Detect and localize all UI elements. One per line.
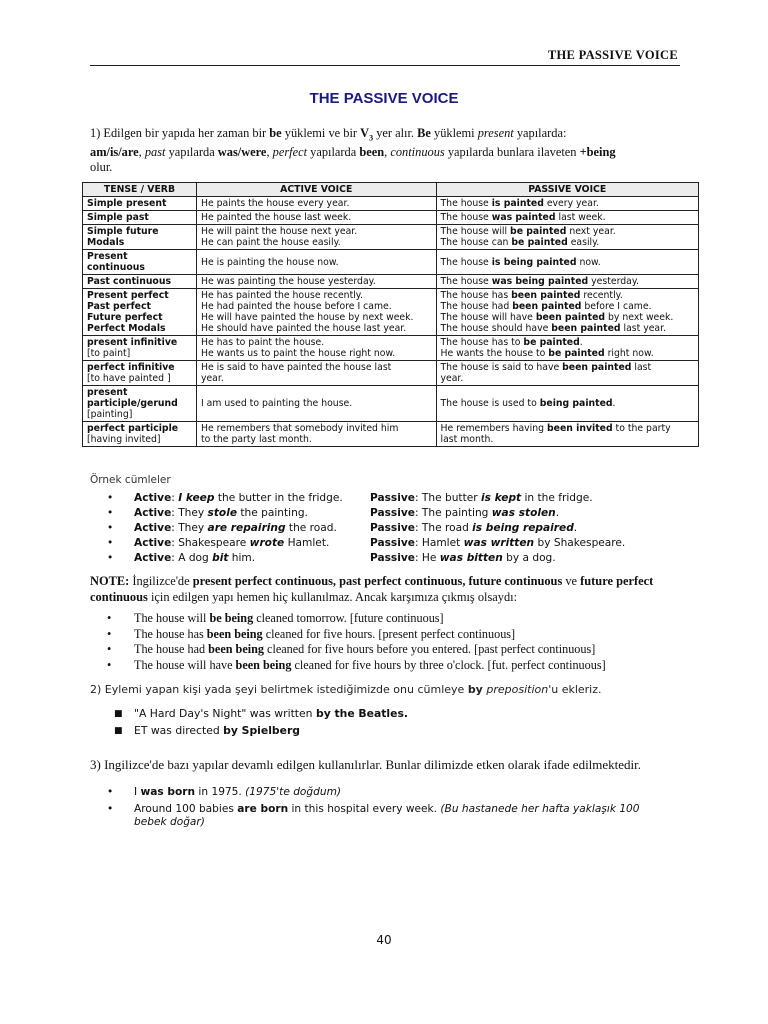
tense-line: Simple present bbox=[87, 198, 167, 209]
intro-text: yer alır. bbox=[373, 126, 418, 140]
active-label: Active bbox=[134, 552, 172, 564]
intro-bold: am/is/are bbox=[90, 145, 139, 160]
passive-text: The house bbox=[440, 198, 492, 209]
example-text: Hamlet. bbox=[284, 537, 330, 549]
example-verb bbox=[212, 552, 228, 564]
bullet-icon: • bbox=[107, 642, 112, 657]
active-cell bbox=[196, 361, 436, 386]
active-label: Active bbox=[134, 537, 172, 549]
intro-text: yapılarda bbox=[165, 145, 218, 160]
passive-line bbox=[441, 301, 695, 312]
square-bullet-icon: ■ bbox=[114, 709, 123, 719]
tense-line: Simple future bbox=[87, 226, 159, 237]
sec3-item-bold: are born bbox=[237, 802, 289, 815]
example-text: : The road bbox=[414, 522, 473, 534]
note-item-text: cleaned for five hours before you entered. [past perfect continuous] bbox=[264, 642, 596, 657]
sec2-bold: by bbox=[467, 683, 483, 696]
example-text: : A dog bbox=[171, 552, 213, 564]
sec2-item bbox=[112, 706, 408, 723]
example-passive bbox=[370, 521, 577, 536]
intro-text: yüklemi ve bir bbox=[281, 126, 361, 140]
passive-verb: was being painted bbox=[491, 276, 589, 287]
bullet-icon: • bbox=[107, 786, 114, 798]
example-verb-text: was written bbox=[463, 537, 535, 549]
passive-text: The house has to bbox=[440, 337, 524, 348]
tense-table bbox=[82, 182, 699, 447]
sec2-item bbox=[112, 723, 408, 740]
tense-line: Past perfect bbox=[87, 301, 151, 312]
intro-text: , bbox=[138, 145, 145, 160]
passive-text: right now. bbox=[604, 348, 654, 359]
tense-line: Present bbox=[87, 251, 128, 262]
passive-label: Passive bbox=[370, 522, 415, 534]
example-verb-text: was bitten bbox=[439, 552, 503, 564]
example-passive bbox=[370, 551, 556, 566]
table-row bbox=[83, 211, 699, 225]
tense-line: Past continuous bbox=[87, 276, 171, 287]
example-text: : Shakespeare bbox=[171, 537, 250, 549]
note-item-bold: been being bbox=[235, 658, 292, 673]
example-passive bbox=[370, 536, 625, 551]
passive-verb: been painted bbox=[511, 290, 581, 301]
passive-cell bbox=[436, 336, 699, 361]
intro-text: yapılarda bunlara ilaveten bbox=[444, 145, 580, 160]
passive-text: The house will bbox=[440, 226, 511, 237]
example-passive bbox=[370, 491, 593, 506]
passive-text: He wants the house to bbox=[440, 348, 549, 359]
intro-bold: been bbox=[359, 145, 385, 160]
passive-label: Passive bbox=[370, 537, 415, 549]
passive-label: Passive bbox=[370, 507, 415, 519]
bullet-icon: • bbox=[107, 611, 112, 625]
table-row bbox=[83, 197, 699, 211]
passive-line bbox=[441, 237, 695, 248]
active-line: He has painted the house recently. bbox=[200, 290, 363, 301]
active-cell bbox=[196, 289, 436, 336]
example-verb-text: stole bbox=[207, 507, 238, 519]
passive-cell bbox=[436, 225, 699, 250]
passive-text: recently. bbox=[580, 290, 623, 301]
tense-line: Perfect Modals bbox=[87, 323, 166, 334]
active-line: He will have painted the house by next week. bbox=[200, 312, 414, 323]
passive-cell bbox=[436, 289, 699, 336]
passive-line bbox=[441, 362, 695, 373]
table-header-row bbox=[83, 183, 699, 197]
passive-line bbox=[441, 276, 695, 287]
square-bullet-icon: ■ bbox=[114, 725, 123, 736]
intro-italic: continuous bbox=[390, 145, 445, 160]
passive-text: The house can bbox=[440, 237, 512, 248]
example-text: : Hamlet bbox=[414, 537, 464, 549]
intro-text: yapılarda bbox=[307, 145, 360, 160]
passive-verb: was painted bbox=[491, 212, 556, 223]
passive-text: last week. bbox=[555, 212, 606, 223]
passive-verb: been painted bbox=[512, 301, 582, 312]
intro-text: , bbox=[266, 145, 273, 160]
tense-cell bbox=[83, 289, 197, 336]
passive-line bbox=[441, 398, 695, 409]
active-label: Active bbox=[134, 492, 172, 504]
example-verb-text: I keep bbox=[178, 492, 215, 504]
section-3-text: 3) Ingilizce'de bazı yapılar devamlı edilgen kullanılırlar. Bunlar dilimizde etken olarak ifade edilmektedir. bbox=[90, 757, 642, 772]
active-line: He should have painted the house last year. bbox=[200, 323, 407, 334]
sec2-item-bold: by the Beatles. bbox=[315, 707, 408, 720]
passive-line bbox=[441, 348, 695, 359]
tense-line: [to paint] bbox=[87, 348, 131, 359]
note-item-text: cleaned for five hours by three o'clock. [fut. perfect continuous] bbox=[291, 658, 606, 673]
passive-line bbox=[441, 226, 695, 237]
example-text: in the fridge. bbox=[521, 492, 593, 504]
example-verb bbox=[492, 507, 556, 519]
active-line: He remembers that somebody invited him bbox=[200, 423, 399, 434]
intro-bold: be bbox=[269, 126, 282, 140]
intro-bold: Be bbox=[417, 126, 431, 140]
sec2-item-text: ET was directed bbox=[134, 723, 224, 737]
active-cell bbox=[196, 336, 436, 361]
tense-cell bbox=[83, 197, 197, 211]
tense-line: present bbox=[87, 387, 128, 398]
example-verb bbox=[481, 492, 521, 504]
intro-italic: present bbox=[477, 126, 514, 140]
sec3-item bbox=[107, 786, 670, 802]
header-tense: TENSE / VERB bbox=[83, 183, 197, 197]
example-verb bbox=[208, 507, 237, 519]
active-line: He is painting the house now. bbox=[200, 256, 339, 268]
active-line: He had painted the house before I came. bbox=[200, 301, 392, 312]
note-paragraph bbox=[90, 573, 686, 605]
note-item-bold: been being bbox=[206, 626, 263, 641]
intro-text: , bbox=[384, 145, 391, 160]
sec2-item-bold: by Spielberg bbox=[223, 723, 301, 737]
tense-cell bbox=[83, 361, 197, 386]
table-row bbox=[83, 386, 699, 422]
intro-bold: +being bbox=[579, 145, 616, 160]
tense-line: Modals bbox=[87, 237, 125, 248]
intro-bold: was/were bbox=[217, 145, 267, 160]
example-text: . bbox=[555, 507, 560, 519]
tense-line: perfect infinitive bbox=[87, 362, 175, 373]
passive-cell bbox=[436, 422, 699, 447]
table-row bbox=[83, 289, 699, 336]
bullet-icon: • bbox=[107, 537, 114, 549]
active-cell bbox=[196, 250, 436, 275]
passive-verb: be painted bbox=[510, 226, 567, 237]
passive-text: . bbox=[612, 398, 616, 409]
active-line: to the party last month. bbox=[200, 434, 312, 445]
passive-text: The house will have bbox=[440, 312, 536, 323]
bullet-icon: • bbox=[107, 802, 114, 815]
note-item-text: The house will bbox=[134, 611, 210, 625]
passive-text: year. bbox=[440, 373, 464, 384]
passive-text: The house bbox=[440, 256, 492, 268]
tense-line: participle/gerund bbox=[87, 398, 178, 409]
passive-text: last bbox=[631, 362, 652, 373]
intro-v: V bbox=[360, 126, 370, 140]
passive-text: He remembers having bbox=[440, 423, 548, 434]
active-cell bbox=[196, 197, 436, 211]
note-item-text: The house had bbox=[134, 642, 209, 657]
examples-heading: Örnek cümleler bbox=[90, 474, 171, 486]
passive-text: The house should have bbox=[440, 323, 552, 334]
passive-text: The house is used to bbox=[440, 398, 540, 409]
passive-line bbox=[441, 212, 695, 223]
passive-verb: being painted bbox=[539, 398, 613, 409]
sec3-item-text: I bbox=[134, 786, 141, 798]
note-item bbox=[107, 626, 606, 643]
tense-cell bbox=[83, 250, 197, 275]
active-line: I am used to painting the house. bbox=[200, 398, 353, 409]
sec3-item-text: Around 100 babies bbox=[134, 802, 238, 815]
passive-verb: be painted bbox=[548, 348, 605, 359]
active-line: He has to paint the house. bbox=[200, 337, 325, 348]
intro-text: yapılarda: bbox=[513, 126, 567, 140]
active-line: He is said to have painted the house last bbox=[200, 362, 392, 373]
example-verb bbox=[178, 492, 214, 504]
table-row bbox=[83, 361, 699, 386]
note-item bbox=[107, 642, 606, 658]
passive-text: yesterday. bbox=[588, 276, 639, 287]
example-active bbox=[134, 506, 308, 521]
table-row bbox=[83, 225, 699, 250]
example-active bbox=[134, 551, 255, 566]
tense-line: Present perfect bbox=[87, 290, 169, 301]
example-text: : The painting bbox=[414, 507, 492, 519]
active-cell bbox=[196, 275, 436, 289]
tense-line: Future perfect bbox=[87, 312, 163, 323]
example-text: . bbox=[573, 522, 578, 534]
intro-text: 1) Edilgen bir yapıda her zaman bir bbox=[90, 126, 270, 140]
page-number: 40 bbox=[376, 933, 392, 947]
active-cell bbox=[196, 211, 436, 225]
running-header: THE PASSIVE VOICE bbox=[547, 48, 678, 62]
example-verb-text: wrote bbox=[249, 537, 285, 549]
passive-line bbox=[441, 434, 695, 445]
table-row bbox=[83, 336, 699, 361]
example-verb-text: are repairing bbox=[207, 522, 286, 534]
intro-italic: past bbox=[144, 145, 166, 160]
note-list bbox=[107, 611, 606, 674]
passive-text: easily. bbox=[567, 237, 600, 248]
note-item bbox=[107, 658, 606, 674]
sec2-item-text: "A Hard Day's Night" was written bbox=[134, 707, 316, 720]
passive-cell bbox=[436, 361, 699, 386]
active-line: He paints the house every year. bbox=[200, 198, 350, 209]
tense-cell bbox=[83, 275, 197, 289]
passive-text: next year. bbox=[566, 226, 616, 237]
example-active bbox=[134, 521, 337, 536]
passive-label: Passive bbox=[370, 492, 415, 504]
sec3-item-bold: was born bbox=[140, 786, 196, 798]
passive-text: before I came. bbox=[581, 301, 652, 312]
example-verb bbox=[464, 537, 534, 549]
note-text: İngilizce'de bbox=[129, 574, 193, 588]
passive-text: The house bbox=[440, 276, 492, 287]
note-item-text: The house has bbox=[134, 626, 207, 641]
sec3-item bbox=[107, 802, 670, 829]
active-label: Active bbox=[134, 522, 172, 534]
active-cell bbox=[196, 225, 436, 250]
section-2-text bbox=[90, 683, 602, 696]
active-line: He painted the house last week. bbox=[200, 212, 352, 223]
example-verb-text: was stolen bbox=[491, 507, 556, 519]
intro-italic: perfect bbox=[272, 145, 308, 160]
tense-line: present infinitive bbox=[87, 337, 178, 348]
active-cell bbox=[196, 422, 436, 447]
bullet-icon: • bbox=[107, 492, 114, 504]
passive-label: Passive bbox=[370, 552, 415, 564]
example-text: : He bbox=[414, 552, 440, 564]
tense-line: continuous bbox=[87, 262, 145, 273]
passive-cell bbox=[436, 197, 699, 211]
passive-cell bbox=[436, 211, 699, 225]
tense-cell bbox=[83, 422, 197, 447]
sec3-item-text: in this hospital every week. bbox=[288, 802, 441, 815]
passive-text: The house is said to have bbox=[440, 362, 563, 373]
passive-text: . bbox=[579, 337, 583, 348]
header-rule bbox=[90, 65, 680, 66]
intro-bold bbox=[360, 126, 374, 143]
passive-verb: is painted bbox=[491, 198, 544, 209]
page-title: THE PASSIVE VOICE bbox=[309, 90, 459, 107]
passive-line bbox=[441, 423, 695, 434]
example-text: : The butter bbox=[414, 492, 481, 504]
example-text: : bbox=[171, 492, 179, 504]
tense-cell bbox=[83, 336, 197, 361]
bullet-icon: • bbox=[107, 522, 114, 534]
active-line: He can paint the house easily. bbox=[200, 237, 341, 248]
passive-cell bbox=[436, 386, 699, 422]
passive-text: last month. bbox=[440, 434, 494, 445]
note-item-text: The house will have bbox=[134, 658, 236, 673]
tense-line: [painting] bbox=[87, 409, 133, 420]
note-text: ve bbox=[562, 574, 581, 588]
passive-verb: be painted bbox=[511, 237, 568, 248]
note-item-text: cleaned tomorrow. [future continuous] bbox=[253, 611, 444, 625]
example-verb bbox=[440, 552, 503, 564]
passive-verb: be painted bbox=[523, 337, 580, 348]
section-3-list bbox=[107, 786, 670, 829]
tense-line: Simple past bbox=[87, 212, 149, 223]
example-verb bbox=[250, 537, 285, 549]
example-active bbox=[134, 536, 329, 551]
example-text: : They bbox=[171, 507, 208, 519]
active-line: He was painting the house yesterday. bbox=[200, 276, 376, 287]
tense-cell bbox=[83, 386, 197, 422]
sec2-text: 2) Eylemi yapan kişi yada şeyi belirtmek istediğimizde onu cümleye bbox=[90, 683, 468, 696]
tense-line: [to have painted ] bbox=[87, 373, 171, 384]
note-bold: present perfect continuous, past perfect continuous, future continuous bbox=[192, 574, 563, 588]
bullet-icon: • bbox=[107, 552, 114, 564]
tense-line: [having invited] bbox=[87, 434, 161, 445]
note-text: için edilgen yapı hemen hiç kullanılmaz. Ancak karşımıza çıkmış olsaydı: bbox=[147, 590, 518, 604]
bullet-icon: • bbox=[107, 507, 114, 519]
active-line: year. bbox=[200, 373, 224, 384]
tense-cell bbox=[83, 211, 197, 225]
passive-text: last year. bbox=[620, 323, 667, 334]
passive-line bbox=[441, 290, 695, 301]
note-item-text: cleaned for five hours. [present perfect continuous] bbox=[262, 626, 516, 641]
example-text: by a dog. bbox=[502, 552, 556, 564]
active-label: Active bbox=[134, 507, 172, 519]
note-item-bold: be being bbox=[209, 611, 254, 625]
passive-verb: been invited bbox=[547, 423, 613, 434]
note-item-bold: been being bbox=[208, 642, 264, 657]
intro-v-subscript: 3 bbox=[369, 133, 374, 143]
active-cell bbox=[196, 386, 436, 422]
passive-line bbox=[441, 312, 695, 323]
sec3-item-italic: (1975'te doğdum) bbox=[245, 786, 342, 798]
tense-line: perfect participle bbox=[87, 423, 179, 434]
note-item bbox=[107, 611, 606, 627]
passive-verb: been painted bbox=[535, 312, 606, 323]
example-verb-text: is kept bbox=[480, 492, 522, 504]
sec2-text: 'u ekleriz. bbox=[548, 683, 602, 696]
passive-verb: been painted bbox=[562, 362, 632, 373]
passive-line bbox=[441, 257, 695, 268]
passive-line bbox=[441, 323, 695, 334]
example-text: the painting. bbox=[237, 507, 308, 519]
intro-text: olur. bbox=[90, 160, 113, 175]
passive-line bbox=[441, 337, 695, 348]
passive-text: The house had bbox=[440, 301, 513, 312]
passive-cell bbox=[436, 275, 699, 289]
intro-paragraph bbox=[90, 126, 686, 175]
header-active: ACTIVE VOICE bbox=[196, 183, 436, 197]
passive-text: The house bbox=[440, 212, 492, 223]
note-bold: future perfect continuous bbox=[90, 574, 654, 604]
passive-text: now. bbox=[576, 256, 601, 268]
sec3-item-italic: (Bu hastanede her hafta yaklaşık 100 bebek doğar) bbox=[134, 802, 640, 829]
example-text: him. bbox=[228, 552, 256, 564]
bullet-icon: • bbox=[107, 658, 112, 673]
header-passive: PASSIVE VOICE bbox=[436, 183, 699, 197]
example-verb bbox=[472, 522, 574, 534]
table-row bbox=[83, 422, 699, 447]
example-verb-text: bit bbox=[212, 552, 229, 564]
table-row bbox=[83, 250, 699, 275]
example-verb bbox=[208, 522, 286, 534]
example-active bbox=[134, 491, 343, 506]
example-text: : They bbox=[171, 522, 208, 534]
passive-cell bbox=[436, 250, 699, 275]
passive-line bbox=[441, 198, 695, 209]
table-row bbox=[83, 275, 699, 289]
sec2-italic: preposition bbox=[486, 683, 549, 696]
passive-text: every year. bbox=[543, 198, 599, 209]
example-text: by Shakespeare. bbox=[534, 537, 626, 549]
passive-text: by next week. bbox=[605, 312, 674, 323]
passive-text: to the party bbox=[612, 423, 671, 434]
passive-text: The house has bbox=[440, 290, 512, 301]
bullet-icon: • bbox=[107, 626, 112, 641]
active-line: He wants us to paint the house right now. bbox=[200, 348, 396, 359]
example-passive bbox=[370, 506, 559, 521]
intro-text: yüklemi bbox=[430, 126, 478, 140]
sec3-item-text: in 1975. bbox=[195, 786, 246, 798]
note-label: NOTE: bbox=[90, 574, 130, 588]
example-verb-text: is being repaired bbox=[472, 522, 574, 534]
active-line: He will paint the house next year. bbox=[200, 226, 358, 237]
example-text: the road. bbox=[285, 522, 337, 534]
passive-verb: been painted bbox=[551, 323, 621, 334]
passive-verb: is being painted bbox=[491, 256, 577, 268]
section-2-list bbox=[112, 706, 408, 739]
example-text: the butter in the fridge. bbox=[214, 492, 343, 504]
passive-line bbox=[441, 373, 695, 384]
tense-cell bbox=[83, 225, 197, 250]
